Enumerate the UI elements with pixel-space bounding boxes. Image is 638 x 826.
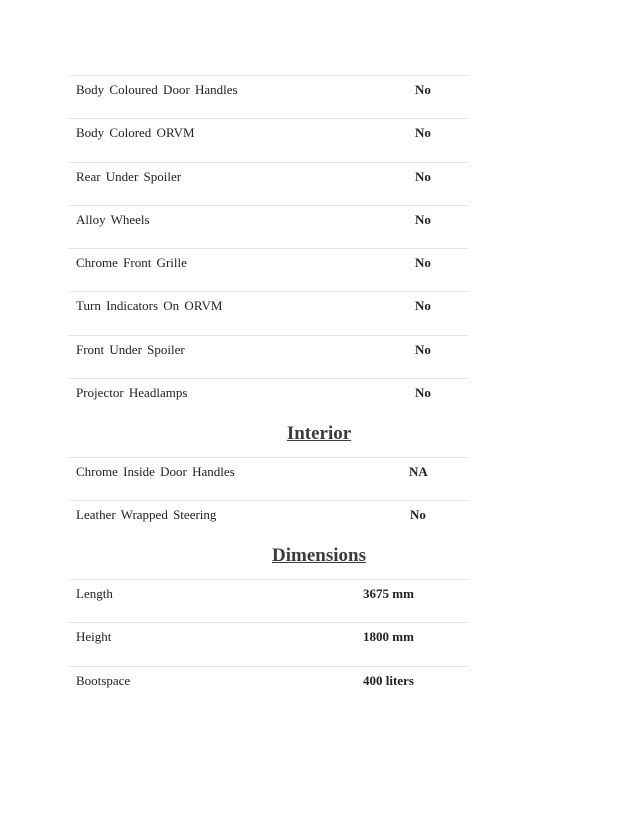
- feature-label: Height: [76, 629, 112, 645]
- feature-label: Body Coloured Door Handles: [76, 82, 238, 97]
- feature-value: No: [415, 255, 431, 271]
- feature-value: No: [415, 125, 431, 141]
- feature-value: No: [415, 298, 431, 314]
- feature-value: 3675 mm: [363, 586, 414, 601]
- table-row: [69, 162, 468, 205]
- section-heading-interior: Interior: [286, 423, 352, 444]
- table-row: [69, 457, 468, 500]
- table-row: [69, 378, 468, 421]
- table-row: [69, 622, 468, 665]
- feature-label: Projector Headlamps: [76, 385, 188, 401]
- feature-value: No: [415, 341, 431, 357]
- feature-label: Leather Wrapped Steering: [76, 507, 217, 523]
- table-row: [69, 205, 468, 248]
- feature-label: Front Under Spoiler: [76, 341, 185, 357]
- feature-value: No: [415, 211, 431, 227]
- feature-value: 1800 mm: [363, 629, 414, 645]
- table-row: [69, 666, 468, 709]
- feature-value: 400 liters: [363, 672, 414, 688]
- dimensions-table: [69, 579, 468, 709]
- feature-value: No: [415, 385, 431, 401]
- feature-label: Alloy Wheels: [76, 211, 150, 227]
- table-row: [69, 335, 468, 378]
- feature-label: Length: [76, 586, 113, 601]
- feature-value: No: [415, 82, 431, 97]
- feature-value: No: [410, 507, 426, 523]
- feature-label: Chrome Front Grille: [76, 255, 187, 271]
- interior-features-table: [69, 457, 468, 544]
- feature-label: Chrome Inside Door Handles: [76, 464, 235, 479]
- feature-label: Bootspace: [76, 672, 131, 688]
- table-row: [69, 291, 468, 334]
- table-row: [69, 118, 468, 161]
- section-heading-dimensions: Dimensions: [272, 545, 366, 566]
- exterior-features-table: [69, 75, 468, 421]
- table-row: [69, 75, 468, 118]
- feature-value: No: [415, 168, 431, 184]
- table-row: [69, 248, 468, 291]
- feature-label: Rear Under Spoiler: [76, 168, 182, 184]
- table-row: [69, 579, 468, 622]
- feature-value: NA: [409, 464, 428, 479]
- table-row: [69, 500, 468, 543]
- feature-label: Body Colored ORVM: [76, 125, 195, 141]
- feature-label: Turn Indicators On ORVM: [76, 298, 223, 314]
